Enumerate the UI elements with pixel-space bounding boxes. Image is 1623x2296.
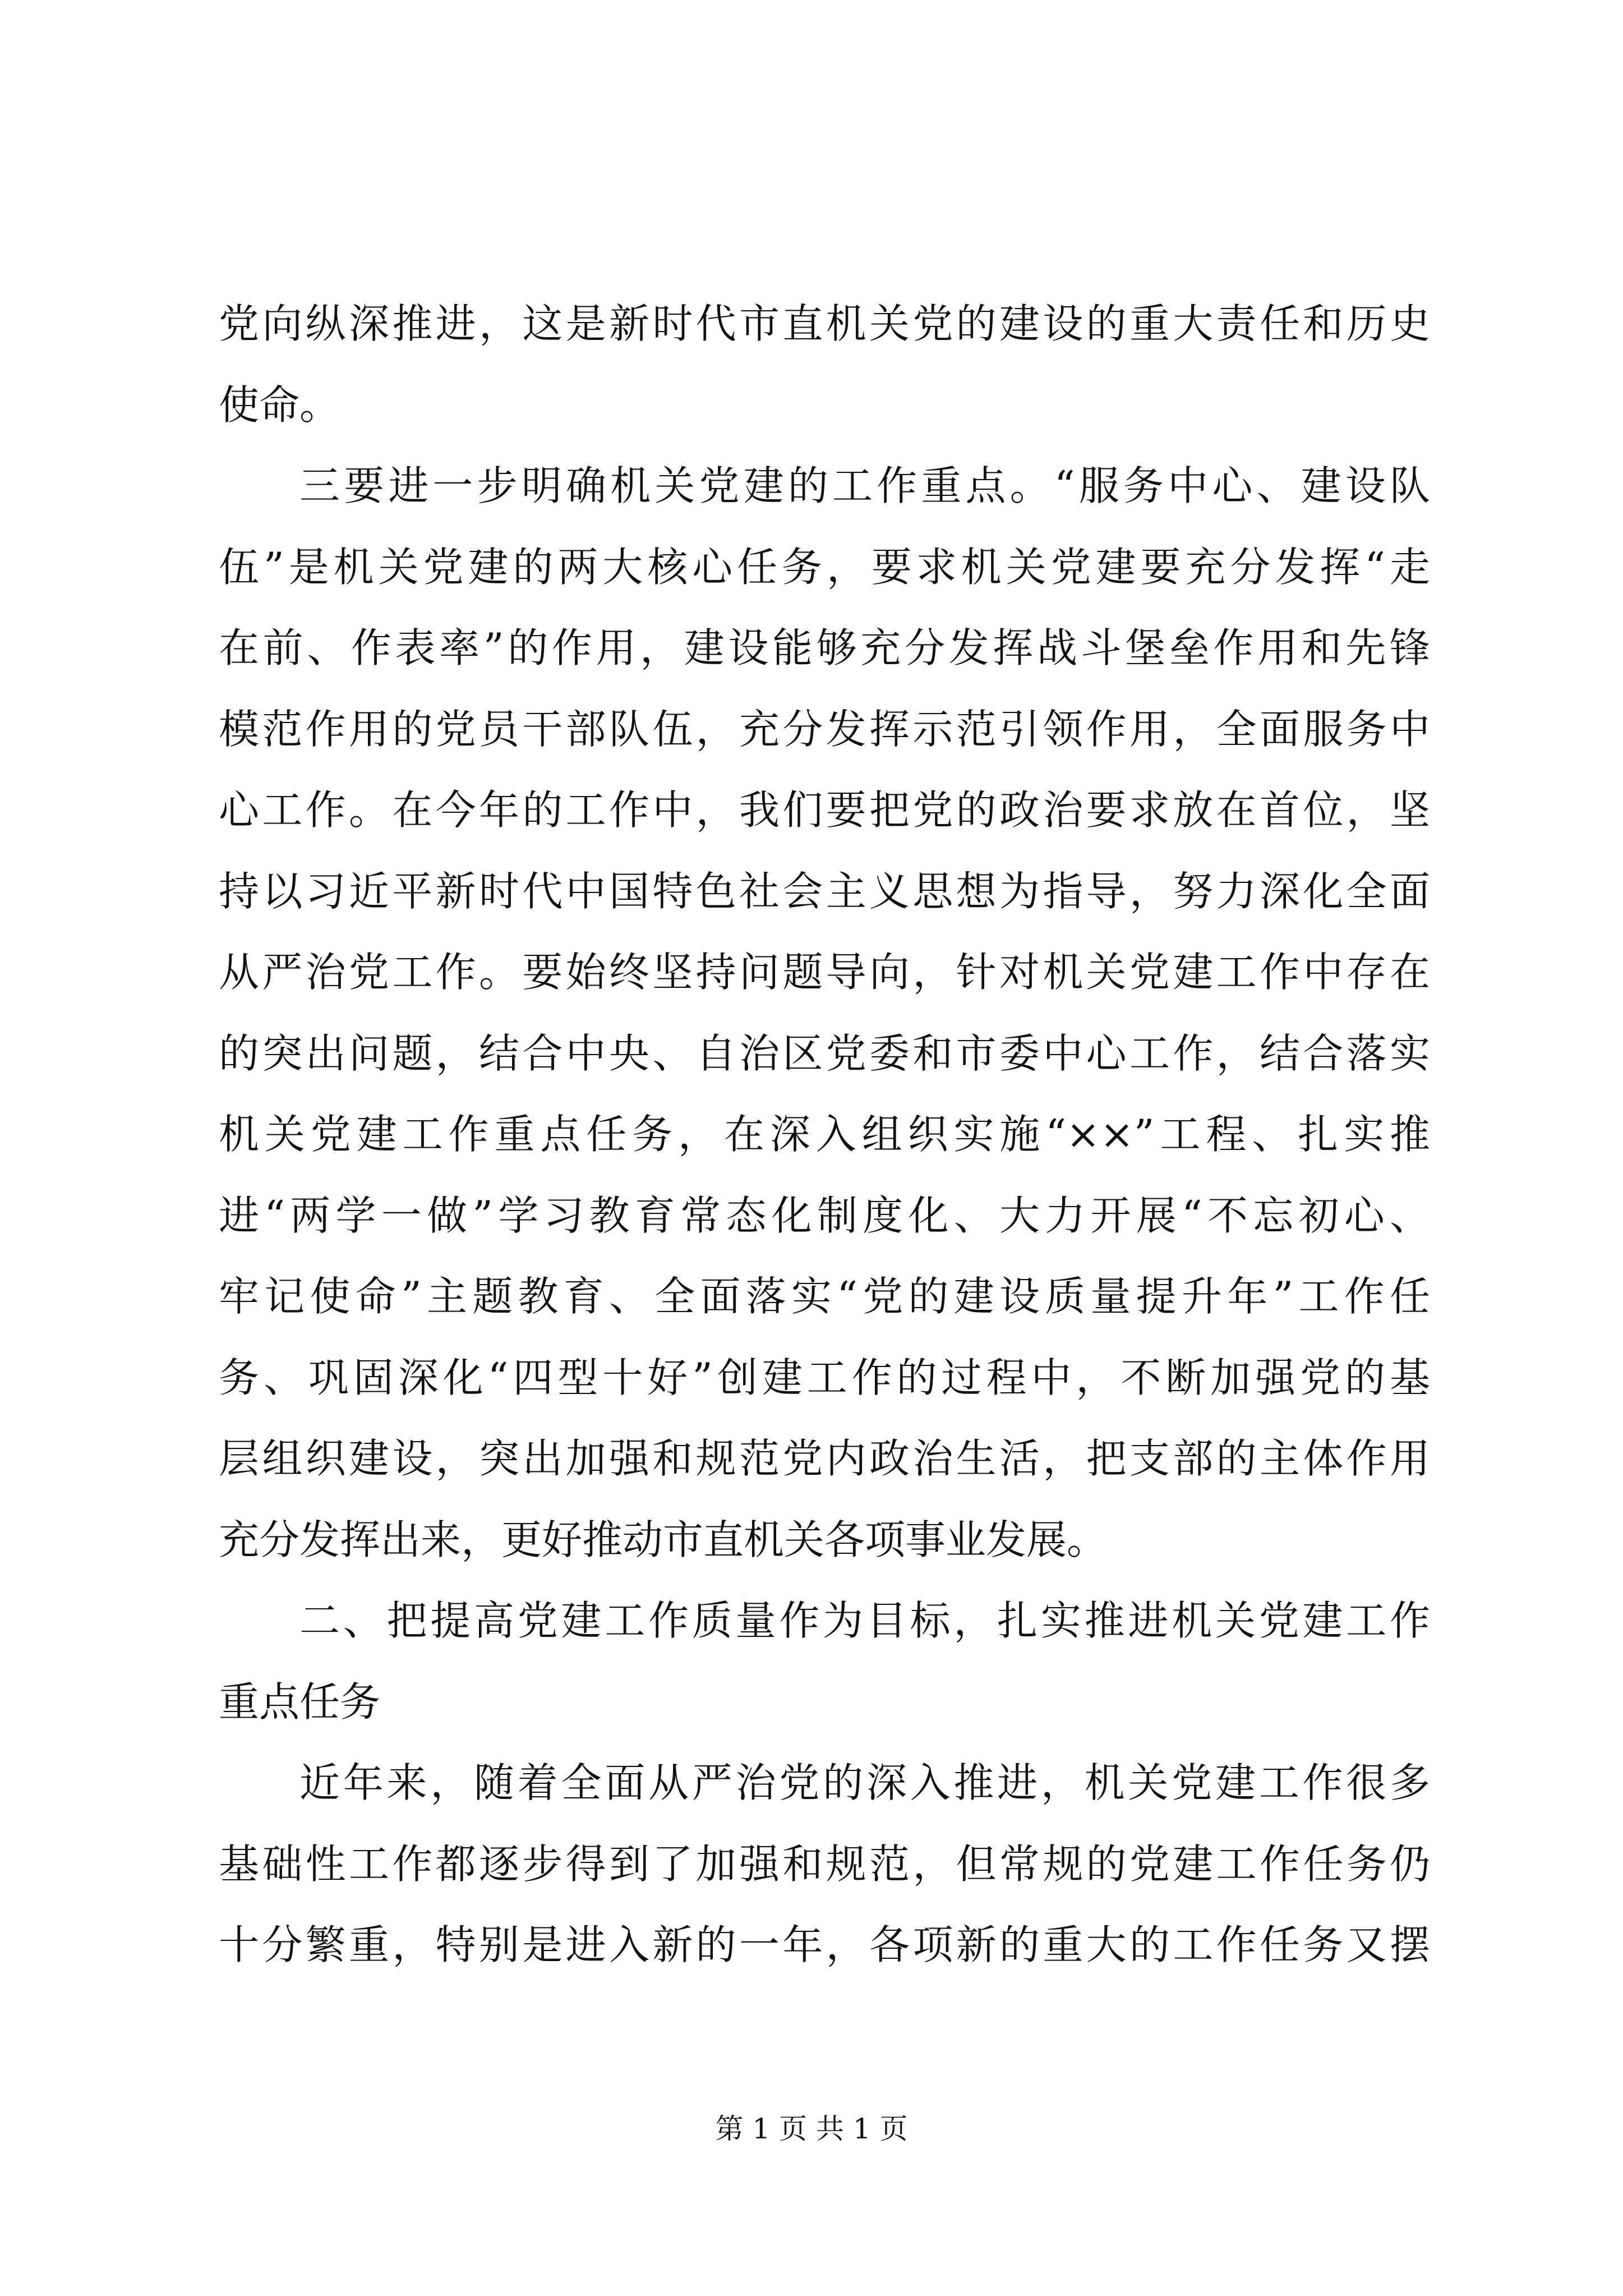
- text-line: 心工作。在今年的工作中，我们要把党的政治要求放在首位，坚: [219, 786, 1430, 834]
- text-line: 使命。: [219, 381, 340, 429]
- text-line: 持以习近平新时代中国特色社会主义思想为指导，努力深化全面: [219, 867, 1430, 915]
- paragraph-start-line: 近年来，随着全面从严治党的深入推进，机关党建工作很多: [299, 1759, 1430, 1806]
- section-heading-line: 二、把提高党建工作质量作为目标，扎实推进机关党建工作: [299, 1597, 1430, 1644]
- text-line: 层组织建设，突出加强和规范党内政治生活，把支部的主体作用: [219, 1435, 1430, 1482]
- text-line: 进“两学一做”学习教育常态化制度化、大力开展“不忘初心、: [219, 1191, 1430, 1239]
- text-line: 充分发挥出来，更好推动市直机关各项事业发展。: [219, 1516, 1108, 1563]
- paragraph-start-line: 三要进一步明确机关党建的工作重点。“服务中心、建设队: [299, 462, 1430, 509]
- text-line: 牢记使命”主题教育、全面落实“党的建设质量提升年”工作任: [219, 1273, 1430, 1320]
- text-line: 党向纵深推进，这是新时代市直机关党的建设的重大责任和历史: [219, 300, 1430, 347]
- text-line: 务、巩固深化“四型十好”创建工作的过程中，不断加强党的基: [219, 1354, 1430, 1401]
- page-number-label: 第 1 页 共 1 页: [715, 2113, 908, 2145]
- text-line: 十分繁重，特别是进入新的一年，各项新的重大的工作任务又摆: [219, 1921, 1430, 1968]
- document-body: [219, 283, 1430, 1986]
- text-line: 伍”是机关党建的两大核心任务，要求机关党建要充分发挥“走: [219, 543, 1430, 591]
- text-line: 从严治党工作。要始终坚持问题导向，针对机关党建工作中存在: [219, 949, 1430, 996]
- page-footer: [0, 2109, 1623, 2148]
- text-line: 机关党建工作重点任务，在深入组织实施“××”工程、扎实推: [219, 1111, 1430, 1158]
- text-line: 模范作用的党员干部队伍，充分发挥示范引领作用，全面服务中: [219, 705, 1430, 753]
- section-heading-line: 重点任务: [219, 1678, 381, 1726]
- text-line: 在前、作表率”的作用，建设能够充分发挥战斗堡垒作用和先锋: [219, 624, 1430, 671]
- text-line: 的突出问题，结合中央、自治区党委和市委中心工作，结合落实: [219, 1029, 1430, 1077]
- text-line: 基础性工作都逐步得到了加强和规范，但常规的党建工作任务仍: [219, 1840, 1430, 1888]
